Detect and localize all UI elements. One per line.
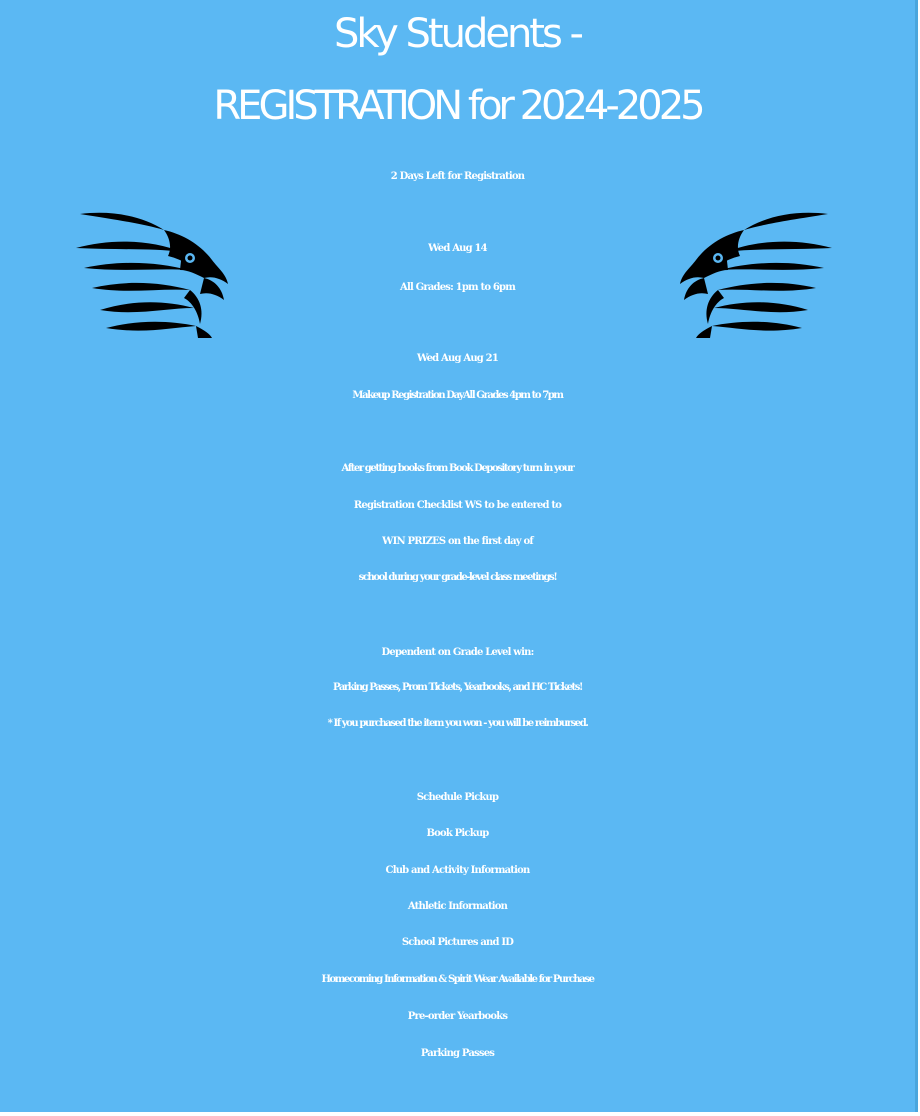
hawk-mascot-icon <box>676 208 836 338</box>
prizes-list-line: Dependent on Grade Level win: <box>381 647 534 658</box>
session-2-date: Wed Aug Aug 21 <box>417 353 498 364</box>
session-1-detail: All Grades: 1pm to 6pm <box>400 282 515 293</box>
days-left-text: 2 Days Left for Registration <box>390 171 525 182</box>
hawk-mascot-icon <box>72 208 232 338</box>
activity-item: Homecoming Information & Spirit Wear Available for Purchase <box>321 974 594 985</box>
prizes-info-line: Registration Checklist WS to be entered to <box>353 500 562 511</box>
activity-item: Club and Activity Information <box>385 865 530 876</box>
activity-item: Pre-order Yearbooks <box>407 1011 508 1022</box>
prizes-info-line: WIN PRIZES on the first day of <box>382 536 533 547</box>
prizes-info-line: school during your grade-level class meetings! <box>358 572 557 583</box>
prizes-list-line: * If you purchased the item you won - you will be reimbursed. <box>327 718 588 729</box>
poster-title-line-2: REGISTRATION for 2024-2025 <box>213 83 702 129</box>
session-1-date: Wed Aug 14 <box>428 243 487 254</box>
activity-item: Athletic Information <box>407 901 508 912</box>
activity-item: School Pictures and ID <box>401 937 514 948</box>
prizes-info-line: After getting books from Book Depository turn in your <box>341 463 574 474</box>
prizes-list-line: Parking Passes, Prom Tickets, Yearbooks, and HC Tickets! <box>333 682 582 693</box>
session-2-detail: Makeup Registration DayAll Grades 4pm to 7pm <box>352 390 563 401</box>
activity-item: Parking Passes <box>420 1048 495 1059</box>
activity-item: Book Pickup <box>426 828 489 839</box>
poster-title-line-1: Sky Students - <box>334 11 581 57</box>
activity-item: Schedule Pickup <box>416 792 499 803</box>
